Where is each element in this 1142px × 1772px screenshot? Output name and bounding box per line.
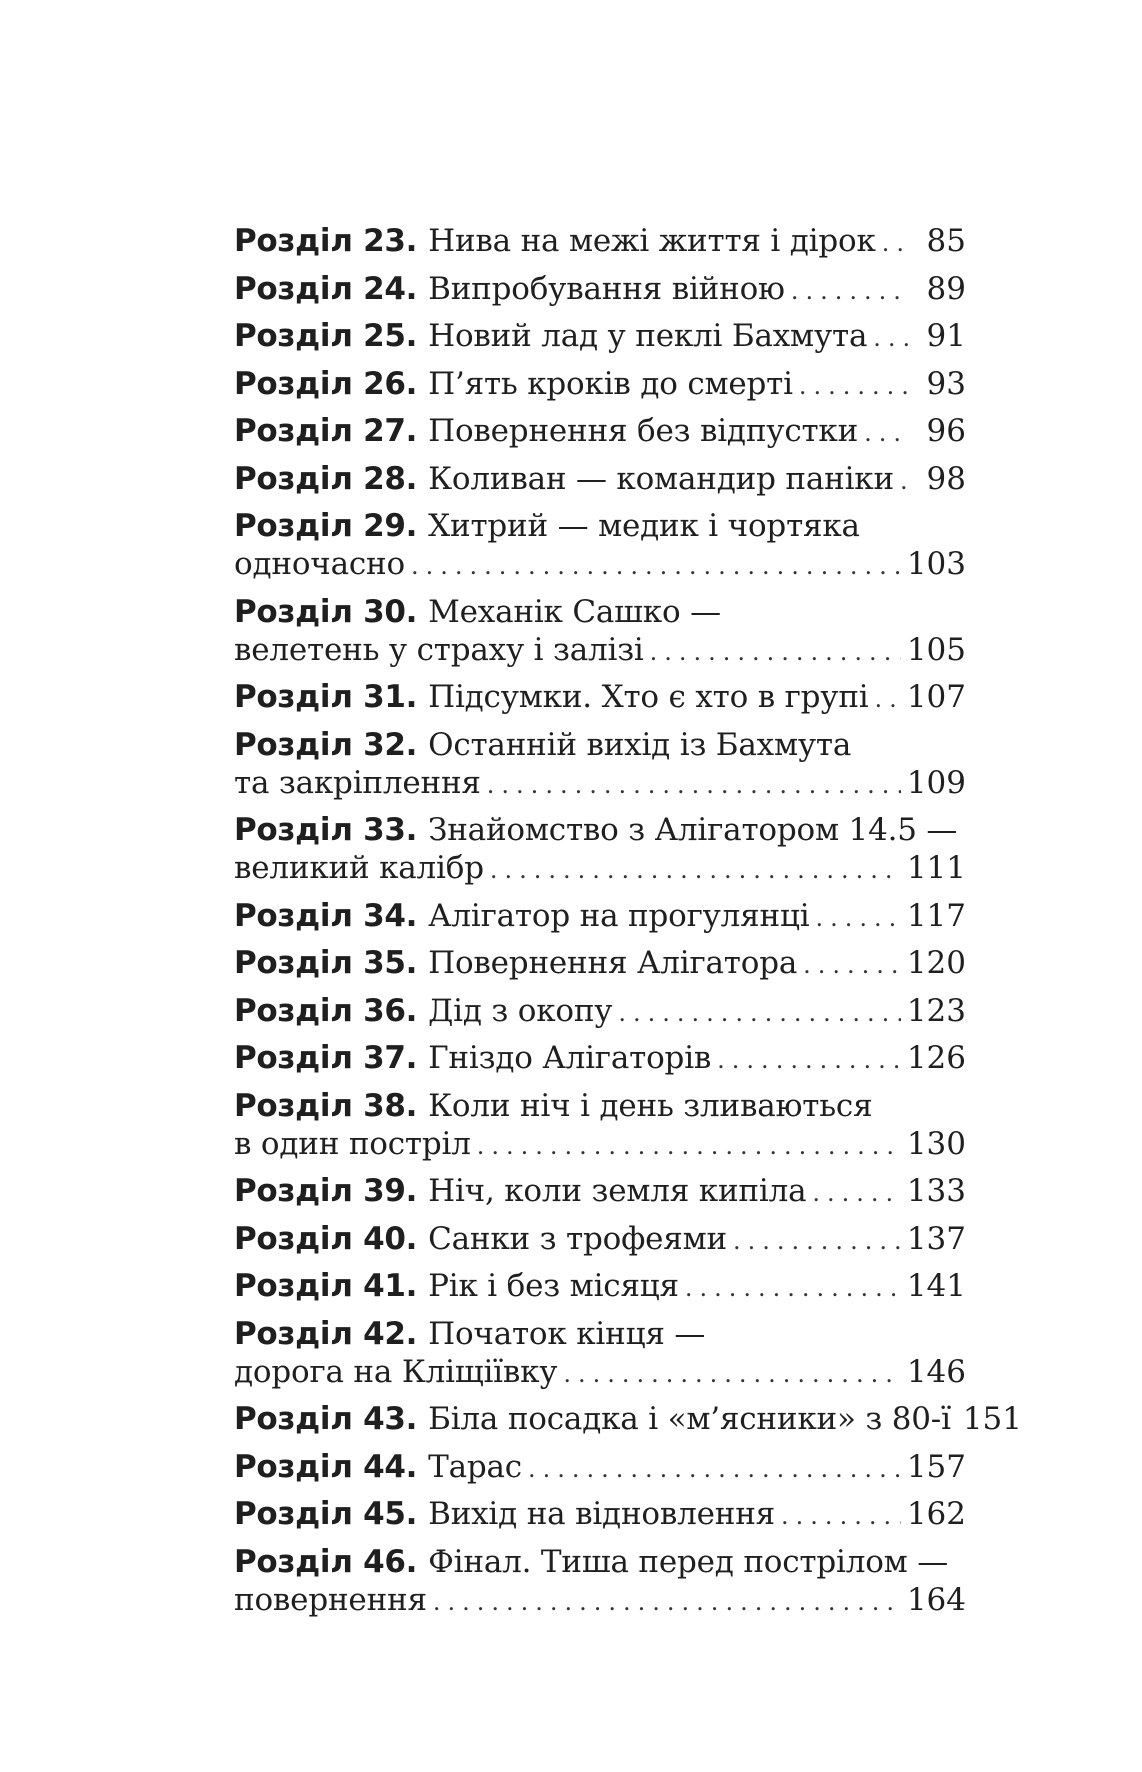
chapter-title: Останній вихід із Бахмута (428, 726, 852, 763)
page-number: 85 (926, 223, 966, 259)
toc-entry[interactable] (234, 222, 966, 262)
chapter-label: Розділ 42. (234, 1315, 418, 1352)
dot-leader (477, 1127, 901, 1165)
dot-leader (618, 994, 900, 1032)
page-number: 111 (906, 850, 966, 886)
dot-leader (781, 1497, 901, 1535)
chapter-title: Фінал. Тиша перед пострілом — (428, 1543, 949, 1580)
dot-leader (900, 462, 908, 500)
page-number: 93 (926, 365, 966, 402)
dot-leader (875, 680, 901, 718)
page-number: 164 (906, 1581, 966, 1618)
page-number: 117 (906, 897, 966, 934)
chapter-label: Розділ 23. (234, 223, 418, 259)
chapter-title: Гніздо Алігаторів (428, 1040, 712, 1076)
page-number: 130 (906, 1125, 966, 1162)
chapter-title-continued: великий калібр (234, 850, 484, 886)
chapter-label: Розділ 28. (234, 460, 418, 497)
dot-leader (685, 1269, 901, 1307)
dot-leader (803, 946, 901, 984)
toc-entry[interactable] (234, 1267, 966, 1307)
dot-leader (791, 272, 908, 310)
chapter-title-continued: велетень у страху і залізі (234, 631, 644, 668)
table-of-contents (234, 222, 1022, 1628)
page-number: 157 (906, 1448, 966, 1485)
chapter-label: Розділ 41. (234, 1268, 418, 1304)
chapter-label: Розділ 32. (234, 726, 418, 763)
chapter-label: Розділ 37. (234, 1040, 418, 1076)
toc-entry[interactable] (234, 1448, 966, 1488)
dot-leader (650, 633, 901, 671)
dot-leader (873, 319, 908, 357)
page-number: 146 (906, 1353, 966, 1390)
toc-entry[interactable] (234, 1543, 966, 1621)
page-number: 151 (962, 1401, 1022, 1437)
toc-entry[interactable] (234, 1495, 966, 1535)
chapter-label: Розділ 44. (234, 1448, 418, 1485)
chapter-title: П’ять кроків до смерті (428, 365, 793, 402)
chapter-label: Розділ 38. (234, 1087, 418, 1124)
chapter-title: Хитрий — медик і чортяка (428, 508, 860, 544)
chapter-label: Розділ 31. (234, 679, 418, 715)
page-number: 96 (926, 413, 966, 449)
chapter-title: Ніч, коли земля кипіла (428, 1173, 807, 1209)
dot-leader (815, 899, 900, 937)
chapter-title: Рік і без місяця (428, 1268, 679, 1304)
dot-leader (812, 1174, 900, 1212)
chapter-title-continued: в один постріл (234, 1125, 471, 1162)
toc-entry[interactable] (234, 811, 966, 889)
toc-entry[interactable] (234, 270, 966, 310)
chapter-title: Початок кінця — (428, 1315, 706, 1352)
chapter-title: Знайомство з Алігатором 14.5 — (428, 812, 958, 848)
page-number: 120 (906, 945, 966, 981)
toc-entry[interactable] (234, 992, 966, 1032)
dot-leader (864, 414, 908, 452)
chapter-label: Розділ 43. (234, 1401, 418, 1437)
toc-entry[interactable] (234, 460, 966, 500)
chapter-title-continued: та закріплення (234, 764, 481, 801)
dot-leader (490, 851, 901, 889)
chapter-title: Санки з трофеями (428, 1220, 728, 1257)
chapter-title: Нива на межі життя і дірок (428, 223, 876, 259)
toc-entry[interactable] (234, 1315, 966, 1393)
toc-entry[interactable] (234, 726, 966, 804)
toc-entry[interactable] (234, 412, 966, 452)
chapter-label: Розділ 27. (234, 413, 418, 449)
page-number: 89 (926, 270, 966, 307)
page-number: 162 (906, 1496, 966, 1532)
page-number: 109 (906, 764, 966, 801)
chapter-label: Розділ 39. (234, 1173, 418, 1209)
chapter-label: Розділ 24. (234, 270, 418, 307)
chapter-label: Розділ 34. (234, 897, 418, 934)
chapter-title: Підсумки. Хто є хто в групі (428, 679, 869, 715)
chapter-label: Розділ 29. (234, 508, 418, 544)
toc-entry[interactable] (234, 593, 966, 671)
chapter-label: Розділ 33. (234, 812, 418, 848)
chapter-label: Розділ 45. (234, 1496, 418, 1532)
page-number: 141 (906, 1268, 966, 1304)
page-number: 133 (906, 1173, 966, 1209)
toc-entry[interactable] (234, 1087, 966, 1165)
chapter-label: Розділ 25. (234, 318, 418, 354)
toc-entry[interactable] (234, 507, 966, 585)
dot-leader (717, 1041, 901, 1079)
chapter-title: Новий лад у пеклі Бахмута (428, 318, 868, 354)
chapter-title: Біла посадка і «м’ясники» з 80-ї (428, 1401, 951, 1437)
chapter-title: Випробування війною (428, 270, 785, 307)
page-number: 91 (926, 318, 966, 354)
toc-entry[interactable] (234, 1220, 966, 1260)
toc-entry[interactable] (234, 1400, 1022, 1440)
chapter-title: Коли ніч і день зливаються (428, 1087, 873, 1124)
chapter-title: Дід з окопу (428, 992, 613, 1029)
page-number: 107 (906, 679, 966, 715)
dot-leader (528, 1450, 901, 1488)
dot-leader (563, 1355, 900, 1393)
toc-entry[interactable] (234, 678, 966, 718)
toc-entry[interactable] (234, 317, 966, 357)
chapter-title: Механік Сашко — (428, 593, 721, 630)
toc-entry[interactable] (234, 1172, 966, 1212)
page-number: 123 (906, 992, 966, 1029)
chapter-title: Повернення Алігатора (428, 945, 798, 981)
dot-leader (411, 547, 901, 585)
chapter-label: Розділ 40. (234, 1220, 418, 1257)
chapter-title-continued: одночасно (234, 546, 405, 582)
chapter-title: Тарас (428, 1448, 522, 1485)
page-number: 137 (906, 1220, 966, 1257)
toc-entry[interactable] (234, 944, 966, 984)
dot-leader (799, 367, 908, 405)
chapter-title: Вихід на відновлення (428, 1496, 776, 1532)
dot-leader (733, 1222, 901, 1260)
chapter-title: Алігатор на прогулянці (428, 897, 810, 934)
dot-leader (487, 766, 901, 804)
toc-entry[interactable] (234, 1039, 966, 1079)
chapter-title: Повернення без відпустки (428, 413, 859, 449)
page-number: 103 (906, 546, 966, 582)
chapter-label: Розділ 26. (234, 365, 418, 402)
toc-entry[interactable] (234, 365, 966, 405)
chapter-label: Розділ 36. (234, 992, 418, 1029)
dot-leader (882, 224, 908, 262)
page-number: 105 (906, 631, 966, 668)
chapter-title: Коливан — командир паніки (428, 460, 894, 497)
dot-leader (433, 1583, 901, 1621)
chapter-label: Розділ 30. (234, 593, 418, 630)
chapter-title-continued: повернення (234, 1581, 427, 1618)
chapter-label: Розділ 35. (234, 945, 418, 981)
chapter-title-continued: дорога на Кліщіївку (234, 1353, 558, 1390)
toc-entry[interactable] (234, 897, 966, 937)
page-number: 98 (926, 460, 966, 497)
chapter-label: Розділ 46. (234, 1543, 418, 1580)
page-number: 126 (906, 1040, 966, 1076)
